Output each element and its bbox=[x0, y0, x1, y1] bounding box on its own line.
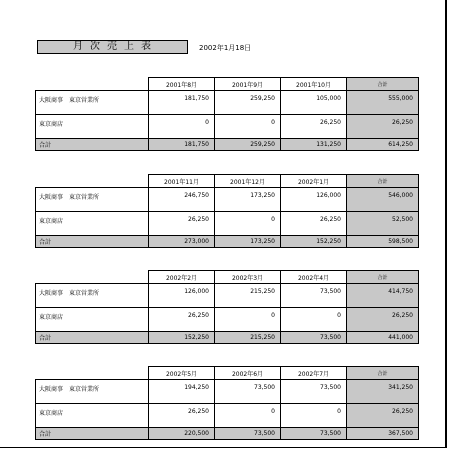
sales-table-1 bbox=[35, 77, 419, 151]
table-row bbox=[36, 212, 419, 236]
total-header: 合計 bbox=[347, 367, 419, 380]
total-cell: 52,500 bbox=[347, 212, 419, 236]
sales-table-4 bbox=[35, 366, 419, 440]
report-date: 2002年1月18日 bbox=[199, 44, 252, 52]
corner-cell bbox=[36, 78, 149, 91]
value-cell: 173,250 bbox=[215, 236, 281, 248]
value-cell: 73,500 bbox=[281, 428, 347, 440]
value-cell: 220,500 bbox=[149, 428, 215, 440]
value-cell: 273,000 bbox=[149, 236, 215, 248]
row-label: 合計 bbox=[36, 428, 149, 440]
table-row bbox=[36, 115, 419, 139]
total-header: 合計 bbox=[347, 78, 419, 91]
sales-table-3 bbox=[35, 270, 419, 344]
row-label: 大阪商事 東京営業所 bbox=[36, 380, 149, 404]
row-label: 東京商店 bbox=[36, 115, 149, 139]
month-header: 2002年7月 bbox=[281, 367, 347, 380]
value-cell: 246,750 bbox=[149, 188, 215, 212]
value-cell: 0 bbox=[215, 404, 281, 428]
table-row bbox=[36, 188, 419, 212]
total-header: 合計 bbox=[347, 271, 419, 284]
month-header: 2002年6月 bbox=[215, 367, 281, 380]
table-row bbox=[36, 284, 419, 308]
header-row bbox=[36, 78, 419, 91]
value-cell: 73,500 bbox=[281, 380, 347, 404]
total-row bbox=[36, 332, 419, 344]
month-header: 2001年10月 bbox=[281, 78, 347, 91]
value-cell: 105,000 bbox=[281, 91, 347, 115]
row-label: 東京商店 bbox=[36, 212, 149, 236]
value-cell: 173,250 bbox=[215, 188, 281, 212]
value-cell: 26,250 bbox=[149, 308, 215, 332]
value-cell: 0 bbox=[215, 212, 281, 236]
total-cell: 614,250 bbox=[347, 139, 419, 151]
page-border-right bbox=[445, 0, 447, 448]
table-row bbox=[36, 308, 419, 332]
value-cell: 215,250 bbox=[215, 284, 281, 308]
value-cell: 259,250 bbox=[215, 139, 281, 151]
header-row bbox=[36, 271, 419, 284]
total-cell: 26,250 bbox=[347, 404, 419, 428]
header-row bbox=[36, 175, 419, 188]
table-row bbox=[36, 380, 419, 404]
value-cell: 26,250 bbox=[281, 115, 347, 139]
row-label: 大阪商事 東京営業所 bbox=[36, 284, 149, 308]
value-cell: 26,250 bbox=[281, 212, 347, 236]
total-cell: 441,000 bbox=[347, 332, 419, 344]
page-title: 月次売上表 bbox=[37, 40, 188, 54]
month-header: 2001年12月 bbox=[215, 175, 281, 188]
value-cell: 259,250 bbox=[215, 91, 281, 115]
row-label: 大阪商事 東京営業所 bbox=[36, 91, 149, 115]
value-cell: 215,250 bbox=[215, 332, 281, 344]
value-cell: 0 bbox=[215, 115, 281, 139]
row-label: 東京商店 bbox=[36, 404, 149, 428]
month-header: 2002年3月 bbox=[215, 271, 281, 284]
month-header: 2002年1月 bbox=[281, 175, 347, 188]
value-cell: 126,000 bbox=[281, 188, 347, 212]
month-header: 2001年9月 bbox=[215, 78, 281, 91]
total-cell: 598,500 bbox=[347, 236, 419, 248]
corner-cell bbox=[36, 367, 149, 380]
total-header: 合計 bbox=[347, 175, 419, 188]
value-cell: 0 bbox=[281, 308, 347, 332]
corner-cell bbox=[36, 271, 149, 284]
row-label: 合計 bbox=[36, 236, 149, 248]
value-cell: 194,250 bbox=[149, 380, 215, 404]
value-cell: 73,500 bbox=[281, 284, 347, 308]
page-border-bottom bbox=[0, 447, 447, 448]
value-cell: 26,250 bbox=[149, 212, 215, 236]
total-row bbox=[36, 428, 419, 440]
corner-cell bbox=[36, 175, 149, 188]
value-cell: 0 bbox=[215, 308, 281, 332]
value-cell: 73,500 bbox=[215, 428, 281, 440]
sales-table-2 bbox=[35, 174, 419, 248]
total-cell: 555,000 bbox=[347, 91, 419, 115]
total-row bbox=[36, 236, 419, 248]
month-header: 2001年8月 bbox=[149, 78, 215, 91]
value-cell: 0 bbox=[281, 404, 347, 428]
total-cell: 414,750 bbox=[347, 284, 419, 308]
month-header: 2002年5月 bbox=[149, 367, 215, 380]
table-row bbox=[36, 404, 419, 428]
total-cell: 367,500 bbox=[347, 428, 419, 440]
value-cell: 131,250 bbox=[281, 139, 347, 151]
row-label: 合計 bbox=[36, 139, 149, 151]
value-cell: 181,750 bbox=[149, 139, 215, 151]
value-cell: 73,500 bbox=[215, 380, 281, 404]
month-header: 2001年11月 bbox=[149, 175, 215, 188]
row-label: 大阪商事 東京営業所 bbox=[36, 188, 149, 212]
total-row bbox=[36, 139, 419, 151]
table-row bbox=[36, 91, 419, 115]
header-row bbox=[36, 367, 419, 380]
value-cell: 73,500 bbox=[281, 332, 347, 344]
value-cell: 0 bbox=[149, 115, 215, 139]
value-cell: 26,250 bbox=[149, 404, 215, 428]
value-cell: 181,750 bbox=[149, 91, 215, 115]
month-header: 2002年2月 bbox=[149, 271, 215, 284]
row-label: 東京商店 bbox=[36, 308, 149, 332]
value-cell: 152,250 bbox=[281, 236, 347, 248]
value-cell: 152,250 bbox=[149, 332, 215, 344]
total-cell: 341,250 bbox=[347, 380, 419, 404]
month-header: 2002年4月 bbox=[281, 271, 347, 284]
value-cell: 126,000 bbox=[149, 284, 215, 308]
total-cell: 26,250 bbox=[347, 308, 419, 332]
total-cell: 546,000 bbox=[347, 188, 419, 212]
total-cell: 26,250 bbox=[347, 115, 419, 139]
row-label: 合計 bbox=[36, 332, 149, 344]
